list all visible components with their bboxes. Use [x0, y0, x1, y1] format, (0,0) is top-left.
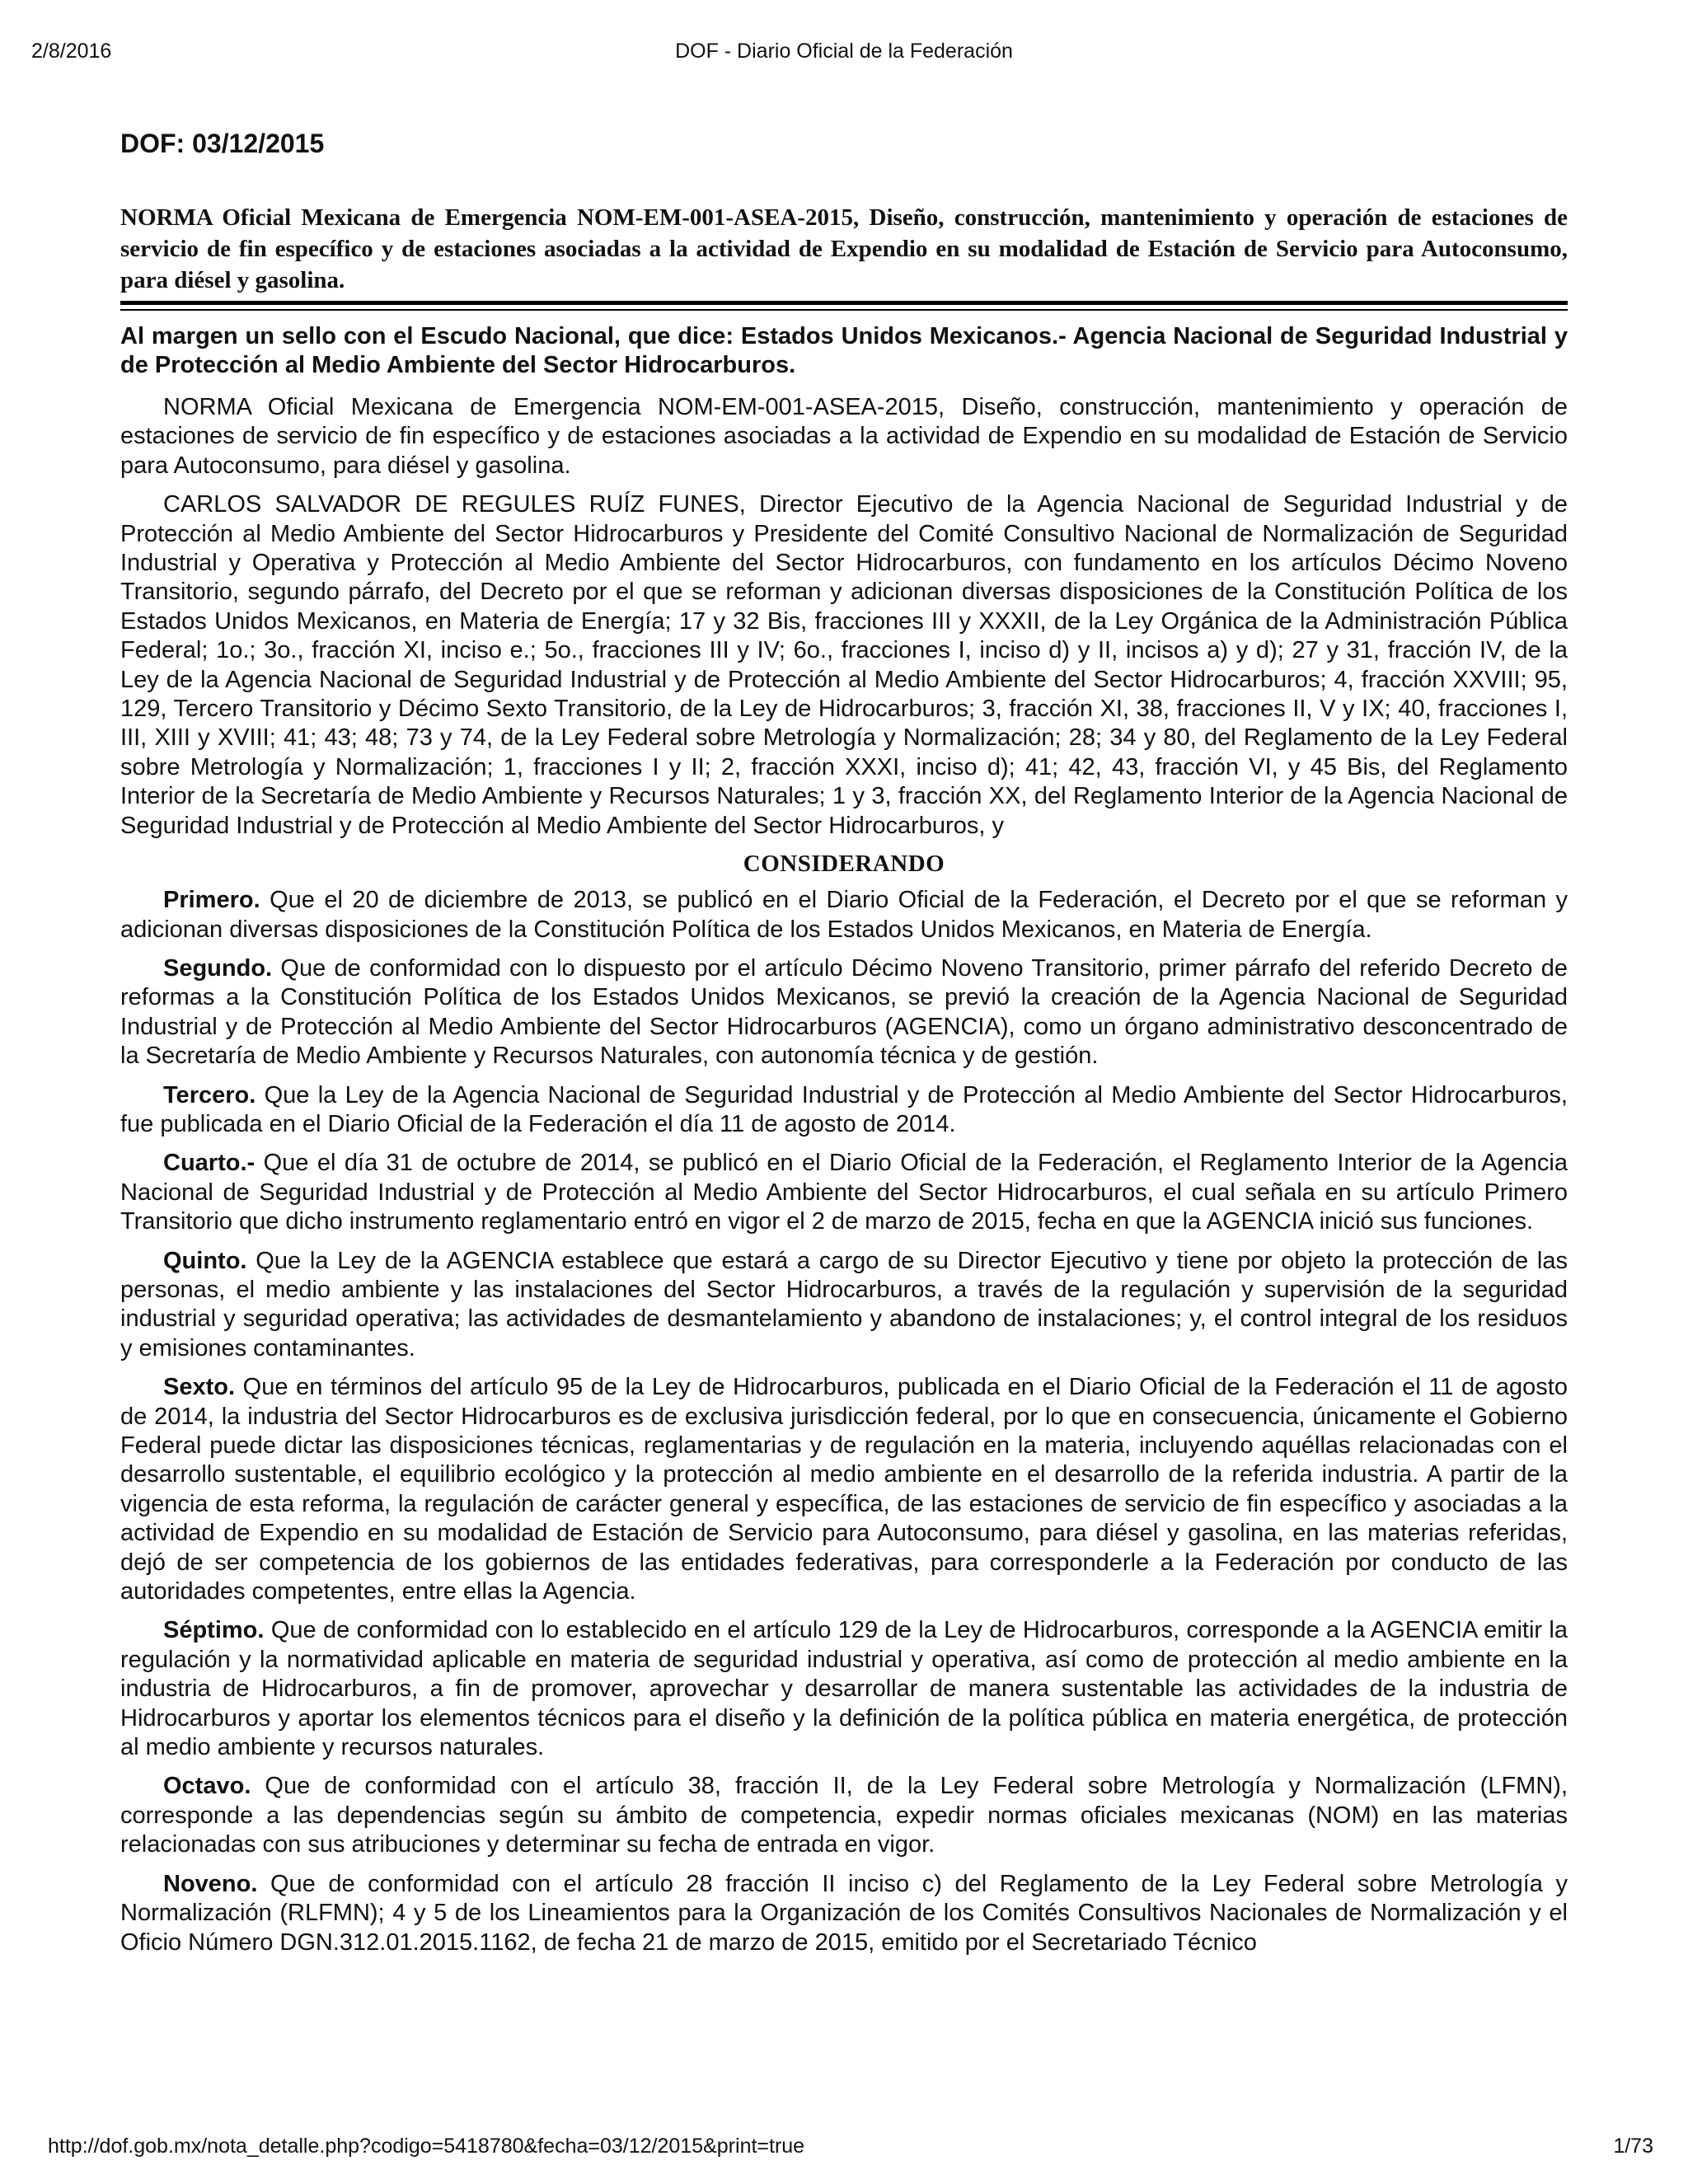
- considerando-paragraph: [120, 1081, 1568, 1140]
- considerando-text: Que la Ley de la Agencia Nacional de Seguridad Industrial y de Protección al Medio Ambiente del Sector Hidrocarburos, fue publicada en el Diario Oficial de la Federación el día 11 de agosto de 2014.: [120, 1081, 1568, 1137]
- considerando-text: Que de conformidad con el artículo 38, fracción II, de la Ley Federal sobre Metrología y Normalización (LFMN), corresponde a las dependencias según su ámbito de competencia, expedir normas oficiales mexicanas (NOM) en las materias relacionadas con sus atribuciones y determinar su fecha de entrada en vigor.: [120, 1773, 1568, 1858]
- dof-date: DOF: 03/12/2015: [120, 129, 325, 158]
- considerando-paragraph: [120, 954, 1568, 1071]
- seal-text: Al margen un sello con el Escudo Nacional, que dice: Estados Unidos Mexicanos.- Agencia Nacional de Seguridad Industrial y de Protección al Medio Ambiente del Sector Hidrocarburos.: [120, 323, 1568, 378]
- considerando-paragraph: [120, 886, 1568, 944]
- print-footer: [0, 2135, 1688, 2164]
- document-body: [120, 129, 1568, 1967]
- print-page-title: DOF - Diario Oficial de la Federación: [675, 40, 1013, 63]
- considerando-paragraph: [120, 1870, 1568, 1957]
- considerando-lead: Segundo.: [163, 954, 273, 982]
- considerando-lead: Sexto.: [163, 1374, 236, 1401]
- page-url: http://dof.gob.mx/nota_detalle.php?codigo=5418780&fecha=03/12/2015&print=true: [48, 2135, 805, 2158]
- document-title: NORMA Oficial Mexicana de Emergencia NOM-EM-001-ASEA-2015, Diseño, construcción, mantenimiento y operación de estaciones de servicio de fin específico y de estaciones asociadas a la actividad de Expendio en su modalidad de Estación de Servicio para Autoconsumo, para diésel y gasolina.: [120, 204, 1568, 293]
- considerando-text: Que la Ley de la AGENCIA establece que estará a cargo de su Director Ejecutivo y tiene por objeto la protección de las personas, el medio ambiente y las instalaciones del Sector Hidrocarburos, a través de la regulación y supervisión de la seguridad industrial y seguridad operativa; las actividades de desmantelamiento y abandono de instalaciones; y, el control integral de los residuos y emisiones contaminantes.: [120, 1247, 1568, 1361]
- considerando-paragraph: [120, 1772, 1568, 1859]
- intro-paragraph: CARLOS SALVADOR DE REGULES RUÍZ FUNES, Director Ejecutivo de la Agencia Nacional de Seguridad Industrial y de Protección al Medio Ambiente del Sector Hidrocarburos y Presidente del Comité Consultivo Nacional de Normalización de Seguridad Industrial y Operativa y Protección al Medio Ambiente del Sector Hidrocarburos, con fundamento en los artículos Décimo Noveno Transitorio, segundo párrafo, del Decreto por el que se reforman y adicionan diversas disposiciones de la Constitución Política de los Estados Unidos Mexicanos, en Materia de Energía; 17 y 32 Bis, fracciones III y XXXII, de la Ley Orgánica de la Administración Pública Federal; 1o.; 3o., fracción XI, inciso e.; 5o., fracciones III y IV; 6o., fracciones I, inciso d) y II, incisos a) y d); 27 y 31, fracción IV, de la Ley de la Agencia Nacional de Seguridad Industrial y de Protección al Medio Ambiente del Sector Hidrocarburos; 4, fracción XXVIII; 95, 129, Tercero Transitorio y Décimo Sexto Transitorio, de la Ley de Hidrocarburos; 3, fracción XI, 38, fracciones II, V y IX; 40, fracciones I, III, XIII y XVIII; 41; 43; 48; 73 y 74, de la Ley Federal sobre Metrología y Normalización; 28; 34 y 80, del Reglamento de la Ley Federal sobre Metrología y Normalización; 1, fracciones I y II; 2, fracción XXXI, inciso d); 41; 42, 43, fracción VI, y 45 Bis, del Reglamento Interior de la Secretaría de Medio Ambiente y Recursos Naturales; 1 y 3, fracción XX, del Reglamento Interior de la Agencia Nacional de Seguridad Industrial y de Protección al Medio Ambiente del Sector Hidrocarburos, y: [120, 491, 1568, 839]
- intro-paragraph: NORMA Oficial Mexicana de Emergencia NOM-EM-001-ASEA-2015, Diseño, construcción, mantenimiento y operación de estaciones de servicio de fin específico y de estaciones asociadas a la actividad de Expendio en su modalidad de Estación de Servicio para Autoconsumo, para diésel y gasolina.: [120, 394, 1568, 479]
- considerando-paragraph: [120, 1373, 1568, 1606]
- considerando-lead: Noveno.: [163, 1870, 258, 1897]
- considerando-text: Que de conformidad con el artículo 28 fracción II inciso c) del Reglamento de la Ley Federal sobre Metrología y Normalización (RLFMN); 4 y 5 de los Lineamientos para la Organización de los Comités Consultivos Nacionales de Normalización y el Oficio Número DGN.312.01.2015.1162, de fecha 21 de marzo de 2015, emitido por el Secretariado Técnico: [120, 1870, 1568, 1956]
- considerando-paragraph: [120, 1149, 1568, 1236]
- print-date: 2/8/2016: [31, 40, 112, 63]
- considerando-text: Que de conformidad con lo dispuesto por el artículo Décimo Noveno Transitorio, primer párrafo del referido Decreto de reformas a la Constitución Política de los Estados Unidos Mexicanos, se previó la creación de la Agencia Nacional de Seguridad Industrial y de Protección al Medio Ambiente del Sector Hidrocarburos (AGENCIA), como un órgano administrativo desconcentrado de la Secretaría de Medio Ambiente y Recursos Naturales, con autonomía técnica y de gestión.: [120, 954, 1568, 1070]
- page-number: 1/73: [1613, 2135, 1653, 2158]
- considerando-lead: Séptimo.: [163, 1617, 265, 1644]
- considerando-lead: Octavo.: [163, 1773, 251, 1800]
- considerando-paragraph: [120, 1247, 1568, 1364]
- considerando-lead: Quinto.: [163, 1247, 247, 1274]
- considerando-text: Que el día 31 de octubre de 2014, se publicó en el Diario Oficial de la Federación, el Reglamento Interior de la Agencia Nacional de Seguridad Industrial y de Protección al Medio Ambiente del Sector Hidrocarburos, el cual señala en su artículo Primero Transitorio que dicho instrumento reglamentario entró en vigor el 2 de marzo de 2015, fecha en que la AGENCIA inició sus funciones.: [120, 1150, 1568, 1235]
- title-rule-thin: [120, 309, 1568, 311]
- considerando-paragraph: [120, 1616, 1568, 1762]
- title-rule-thick: [120, 301, 1568, 305]
- considerando-text: Que de conformidad con lo establecido en el artículo 129 de la Ley de Hidrocarburos, corresponde a la AGENCIA emitir la regulación y la normatividad aplicable en materia de seguridad industrial y operativa, así como de protección al medio ambiente en la industria de Hidrocarburos, a fin de promover, aprovechar y desarrollar de manera sustentable las actividades de la industria de Hidrocarburos y aportar los elementos técnicos para el diseño y la definición de la política pública en materia energética, de protección al medio ambiente y recursos naturales.: [120, 1617, 1568, 1761]
- considerando-text: Que el 20 de diciembre de 2013, se publicó en el Diario Oficial de la Federación, el Decreto por el que se reforman y adicionan diversas disposiciones de la Constitución Política de los Estados Unidos Mexicanos, en Materia de Energía.: [120, 887, 1568, 943]
- considerando-text: Que en términos del artículo 95 de la Ley de Hidrocarburos, publicada en el Diario Oficial de la Federación el 11 de agosto de 2014, la industria del Sector Hidrocarburos es de exclusiva jurisdicción federal, por lo que en consecuencia, únicamente el Gobierno Federal puede dictar las disposiciones técnicas, reglamentarias y de regulación en la materia, incluyendo aquéllas relacionadas con el desarrollo sustentable, el equilibrio ecológico y la protección al medio ambiente en el desarrollo de la referida industria. A partir de la vigencia de esta reforma, la regulación de carácter general y específica, de las estaciones de servicio de fin específico y asociadas a la actividad de Expendio en su modalidad de Estación de Servicio para Autoconsumo, para diésel y gasolina, en las materias referidas, dejó de ser competencia de los gobiernos de las entidades federativas, para corresponderle a la Federación por conducto de las autoridades competentes, entre ellas la Agencia.: [120, 1374, 1568, 1605]
- considerando-lead: Tercero.: [163, 1081, 256, 1108]
- considerando-lead: Cuarto.-: [163, 1150, 256, 1177]
- section-heading-considerando: CONSIDERANDO: [743, 851, 945, 878]
- considerando-lead: Primero.: [163, 887, 260, 914]
- print-header: [0, 40, 1688, 73]
